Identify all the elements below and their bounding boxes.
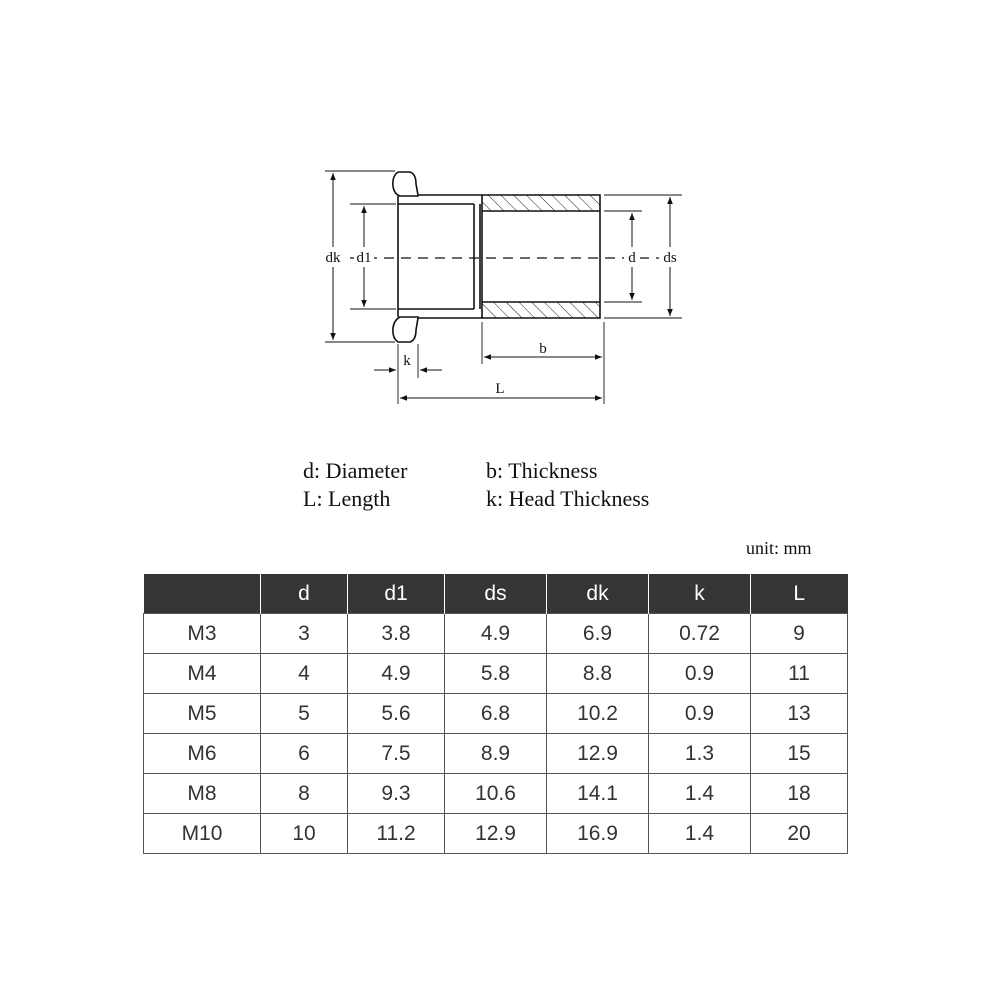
table-cell: 6.8 [445,694,547,734]
table-cell: 5.6 [348,694,445,734]
thread-hatching [482,195,600,318]
table-cell: 11.2 [348,814,445,854]
table-cell: 8 [261,774,348,814]
table-cell: 4 [261,654,348,694]
table-cell: 8.9 [445,734,547,774]
table-cell: 10.2 [547,694,649,734]
table-cell: 9 [751,614,848,654]
label-d: d [628,250,636,266]
table-cell: M6 [144,734,261,774]
table-cell: 10.6 [445,774,547,814]
table-row [144,734,848,774]
column-header: L [751,574,848,614]
table-cell: M10 [144,814,261,854]
legend-d: d: Diameter [303,458,408,483]
column-header: dk [547,574,649,614]
table-cell: M4 [144,654,261,694]
table-cell: 9.3 [348,774,445,814]
label-k: k [403,353,411,369]
table-cell: 0.72 [649,614,751,654]
label-b: b [539,341,547,357]
table-cell: 4.9 [445,614,547,654]
table-cell: 4.9 [348,654,445,694]
label-d1: d1 [356,250,372,266]
column-header [144,574,261,614]
legend-L: L: Length [303,486,391,511]
table-cell: 18 [751,774,848,814]
table-cell: 0.9 [649,694,751,734]
table-cell: 5 [261,694,348,734]
column-header: d [261,574,348,614]
table-row [144,614,848,654]
table-cell: 10 [261,814,348,854]
table-cell: 5.8 [445,654,547,694]
table-cell: 0.9 [649,654,751,694]
table-cell: 16.9 [547,814,649,854]
table-row [144,814,848,854]
table-cell: 8.8 [547,654,649,694]
table-cell: 20 [751,814,848,854]
legend-b: b: Thickness [486,458,598,483]
column-header: ds [445,574,547,614]
label-L: L [495,381,505,397]
table-cell: 12.9 [547,734,649,774]
table-row [144,654,848,694]
table-cell: 6 [261,734,348,774]
table-cell: 12.9 [445,814,547,854]
label-ds: ds [663,250,677,266]
table-cell: 13 [751,694,848,734]
column-header: d1 [348,574,445,614]
table-cell: 3 [261,614,348,654]
table-cell: 1.4 [649,774,751,814]
table-cell: 1.3 [649,734,751,774]
table-cell: M3 [144,614,261,654]
legend-k: k: Head Thickness [486,486,650,511]
table-header-row [144,574,848,614]
column-header: k [649,574,751,614]
table-cell: 14.1 [547,774,649,814]
table-row [144,694,848,734]
table-cell: M8 [144,774,261,814]
table-cell: 15 [751,734,848,774]
table-cell: M5 [144,694,261,734]
table-cell: 3.8 [348,614,445,654]
spec-table [143,574,848,854]
table-cell: 1.4 [649,814,751,854]
unit-label: unit: mm [746,538,812,558]
label-dk: dk [325,250,341,266]
rivet-nut-diagram [0,0,1000,440]
table-cell: 6.9 [547,614,649,654]
table-row [144,774,848,814]
table-cell: 7.5 [348,734,445,774]
table-cell: 11 [751,654,848,694]
dimension-labels [322,247,681,397]
